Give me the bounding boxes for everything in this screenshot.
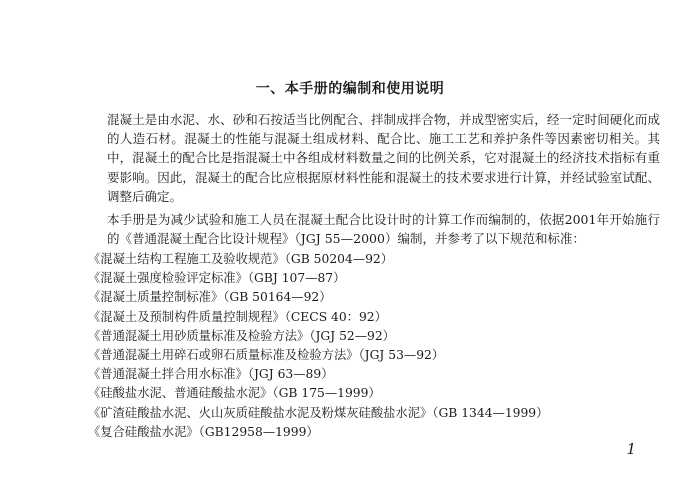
reference-item: 《混凝土强度检验评定标准》（GBJ 107—87） [88,271,346,286]
reference-item: 《普通混凝土用砂质量标准及检验方法》（JGJ 52—92） [88,328,395,343]
reference-list [88,250,548,442]
compilation-paragraph [80,210,660,248]
reference-item: 《混凝土结构工程施工及验收规范》（GB 50204—92） [88,252,394,266]
reference-item: 《混凝土及预制构件质量控制规程》（CECS 40：92） [88,309,387,324]
compilation-paragraph-text: 本手册是为减少试验和施工人员在混凝土配合比设计时的计算工作而编制的，依据2001年开始施行的《普通混凝土配合比设计规程》（JGJ 55—2000）编制，并参考了以下规范和标准： [107,212,660,247]
reference-item: 《普通混凝土拌合用水标准》（JGJ 63—89） [88,367,334,382]
intro-paragraph [80,110,660,206]
page-number: 1 [626,440,636,458]
reference-item: 《普通混凝土用碎石或卵石质量标准及检验方法》（JGJ 53—92） [88,348,445,363]
reference-item: 《矿渣硅酸盐水泥、火山灰质硅酸盐水泥及粉煤灰硅酸盐水泥》（GB 1344—1999） [88,405,549,420]
intro-paragraph-text: 混凝土是由水泥、水、砂和石按适当比例配合、拌制成拌合物，并成型密实后，经一定时间硬化而成的人造石材。混凝土的性能与混凝土组成材料、配合比、施工工艺和养护条件等因素密切相关。其中，混凝土的配合比是指混凝土中各组成材料数量之间的比例关系，它对混凝土的经济技术指标有重要影响。因此，混凝土的配合比应根据原材料性能和混凝土的技术要求进行计算，并经试验室试配、调整后确定。 [107,112,660,204]
reference-item: 《复合硅酸盐水泥》（GB12958—1999） [88,424,319,439]
reference-item: 《混凝土质量控制标准》（GB 50164—92） [88,290,332,305]
reference-item: 《硅酸盐水泥、普通硅酸盐水泥》（GB 175—1999） [88,386,381,401]
section-title: 一、本手册的编制和使用说明 [255,81,445,97]
